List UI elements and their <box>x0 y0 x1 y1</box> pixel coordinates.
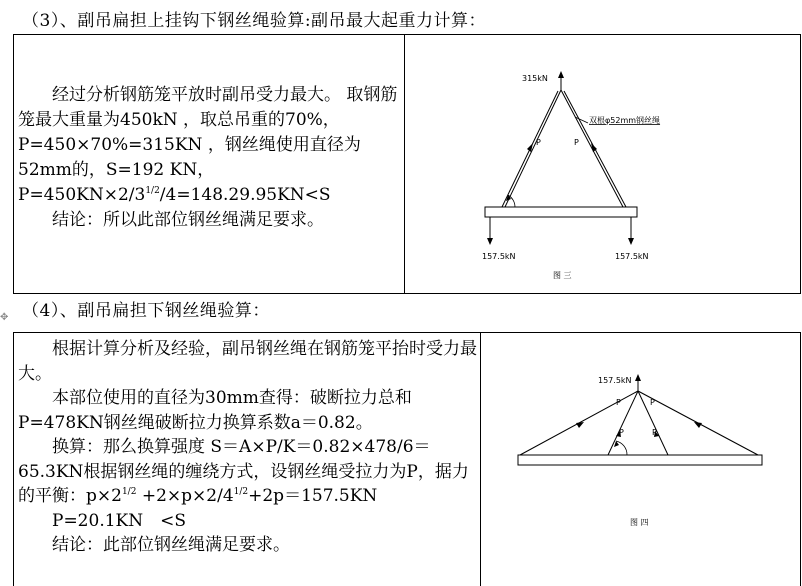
section3-p1-tail: /4=148.29.95KN<S <box>159 185 331 205</box>
fig3-left-load-arrowhead <box>487 238 493 245</box>
fig4-p-label-3: P <box>619 428 624 437</box>
section3-heading: （3）、副吊扁担上挂钩下钢丝绳验算:副吊最大起重力计算： <box>22 11 487 31</box>
figure-3-diagram <box>405 35 798 291</box>
section3-paragraph-1 <box>18 83 402 208</box>
section3-p1-sup: 1/2 <box>145 186 160 196</box>
section4-paragraph-1: 根据计算分析及经验，副吊钢丝绳在钢筋笼平抬时受力最大。 <box>18 339 477 384</box>
fig4-top-load-label: 157.5kN <box>598 376 632 385</box>
fig4-p-label-2: P <box>650 398 655 407</box>
fig4-rope-4-arrow <box>694 422 702 428</box>
move-handle-icon[interactable]: ✥ <box>0 312 9 323</box>
section4-p3-sup2: 1/2 <box>233 487 249 497</box>
fig3-top-force-arrowhead <box>558 71 564 78</box>
fig4-top-force-arrowhead <box>635 374 641 381</box>
section4-paragraph-3 <box>18 435 478 509</box>
section4-p3-b: +2×p×2/4 <box>136 486 234 506</box>
section3-text <box>18 83 402 233</box>
section4-p3-sup1: 1/2 <box>121 487 137 497</box>
fig4-rope-1-arrow <box>576 422 584 428</box>
section4-paragraph-4: P=20.1KN <S <box>52 510 186 531</box>
fig4-p-label-4: P <box>652 428 657 437</box>
figure-4-diagram <box>480 333 798 585</box>
section4-p3-c: +2p＝157.5KN <box>248 486 378 506</box>
fig4-angle-arc <box>616 441 627 455</box>
section4-paragraph-5: 结论：此部位钢丝绳满足要求。 <box>52 535 290 555</box>
fig3-left-rope <box>505 90 561 207</box>
fig3-p-right-label: P <box>574 138 579 147</box>
fig4-beam <box>518 455 762 465</box>
fig3-left-load-label: 157.5kN <box>482 252 516 261</box>
fig3-right-load-label: 157.5kN <box>615 252 649 261</box>
section4-p3-a: 换算：那么换算强度 S＝A×P/K＝0.82×478/6＝65.3KN根据钢丝绳的缠绕方式，设钢丝绳受拉力为P，据力的平衡：p×2 <box>18 437 469 506</box>
fig3-rope-label: 双根φ52mm钢丝绳 <box>589 116 661 125</box>
fig3-right-load-arrowhead <box>628 238 634 245</box>
section4-paragraph-2: 本部位使用的直径为30mm查得：破断拉力总和P=478KN钢丝绳破断拉力换算系数a＝0.82。 <box>18 388 412 433</box>
fig4-caption: 图 四 <box>630 518 649 527</box>
section3-paragraph-2: 结论：所以此部位钢丝绳满足要求。 <box>52 210 324 230</box>
fig3-p-left-label: P <box>536 138 541 147</box>
section4-text <box>18 337 478 558</box>
fig3-beam <box>485 207 637 217</box>
section3-p1-text: 经过分析钢筋笼平放时副吊受力最大。 取钢筋笼最大重量为450kN ，取总吊重的70%，P=450×70%=315KN ，钢丝绳使用直径为52mm的，S=192 KN，P=450KN×2/3 <box>18 85 398 205</box>
fig3-top-load-label: 315kN <box>522 74 548 83</box>
fig4-p-label-1: P <box>616 398 621 407</box>
fig3-right-rope <box>561 90 623 207</box>
section4-heading: （4）、副吊扁担下钢丝绳验算： <box>22 301 270 321</box>
fig3-caption: 图 三 <box>553 271 572 280</box>
